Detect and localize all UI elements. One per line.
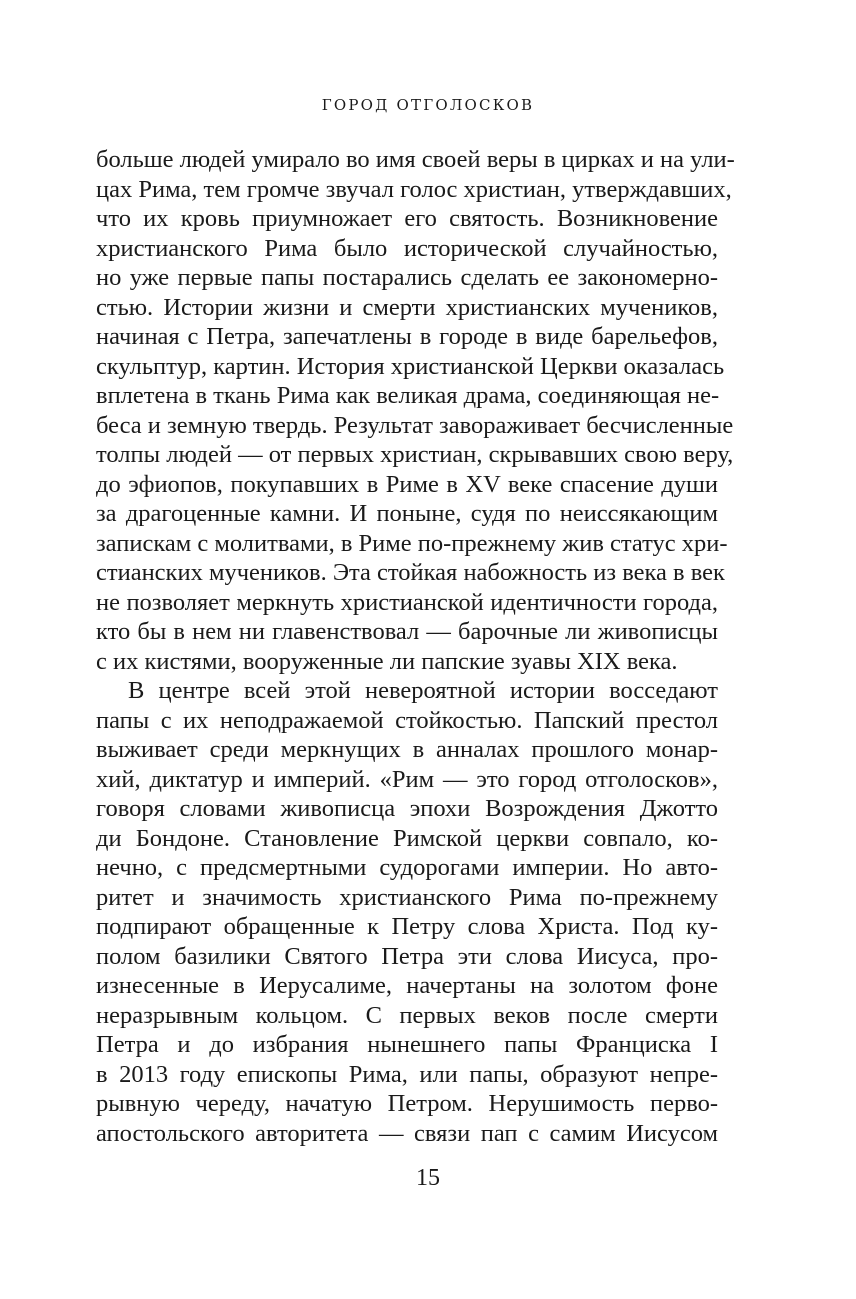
text-line: говоря словами живописца эпохи Возрождения Джотто xyxy=(96,795,718,822)
text-line: нечно, с предсмертными судорогами империи. Но авто- xyxy=(96,854,718,881)
text-line: христианского Рима было исторической случайностью, xyxy=(96,234,718,262)
page-number: 15 xyxy=(416,1165,440,1191)
body-text xyxy=(96,145,735,1148)
text-line: Петра и до избрания нынешнего папы Франциска I xyxy=(96,1031,718,1058)
text-line: ритет и значимость христианского Рима по-прежнему xyxy=(96,883,718,911)
text-line: до эфиопов, покупавших в Риме в XV веке спасение души xyxy=(96,470,718,498)
text-line: подпирают обращенные к Петру слова Христа. Под ку- xyxy=(96,913,718,940)
running-head: ГОРОД ОТГОЛОСКОВ xyxy=(321,96,535,114)
text-line: вплетена в ткань Рима как великая драма, соединяющая не- xyxy=(96,382,720,409)
text-line: цах Рима, тем громче звучал голос христиан, утверждавших, xyxy=(96,175,732,203)
text-line: стью. Истории жизни и смерти христианских мучеников, xyxy=(96,293,718,321)
text-line: изнесенные в Иерусалиме, начертаны на золотом фоне xyxy=(96,972,718,999)
text-line: что их кровь приумножает его святость. Возникновение xyxy=(96,205,718,232)
text-line: кто бы в нем ни главенствовал — барочные ли живописцы xyxy=(96,618,718,645)
text-line: запискам с молитвами, в Риме по-прежнему жив статус хри- xyxy=(96,529,728,557)
text-line: В центре всей этой невероятной истории восседают xyxy=(128,677,718,704)
text-line: неразрывным кольцом. С первых веков после смерти xyxy=(96,1001,718,1029)
text-line: рывную череду, начатую Петром. Нерушимость перво- xyxy=(96,1090,718,1117)
text-line: беса и земную твердь. Результат завораживает бесчисленные xyxy=(96,411,734,439)
text-line: с их кистями, вооруженные ли папские зуавы XIX века. xyxy=(96,647,678,675)
text-line: в 2013 году епископы Рима, или папы, образуют непре- xyxy=(96,1060,718,1088)
text-line: но уже первые папы постарались сделать ее закономерно- xyxy=(96,264,718,291)
text-line: начиная с Петра, запечатлены в городе в виде барельефов, xyxy=(96,323,718,350)
text-line: не позволяет меркнуть христианской идентичности города, xyxy=(96,588,718,616)
text-line: ди Бондоне. Становление Римской церкви совпало, ко- xyxy=(96,824,718,852)
text-line: папы с их неподражаемой стойкостью. Папский престол xyxy=(96,706,718,734)
text-line: стианских мучеников. Эта стойкая набожность из века в век xyxy=(96,559,725,586)
text-line: больше людей умирало во имя своей веры в цирках и на ули- xyxy=(96,146,735,173)
text-line: хий, диктатур и империй. «Рим — это город отголосков», xyxy=(96,765,718,793)
text-line: полом базилики Святого Петра эти слова Иисуса, про- xyxy=(96,942,718,970)
text-line: за драгоценные камни. И поныне, судя по неиссякающим xyxy=(96,500,718,527)
text-line: выживает среди меркнущих в анналах прошлого монар- xyxy=(96,736,718,763)
text-line: толпы людей — от первых христиан, скрывавших свою веру, xyxy=(96,441,734,468)
text-line: апостольского авторитета — связи пап с самим Иисусом xyxy=(96,1119,718,1147)
text-line: скульптур, картин. История христианской Церкви оказалась xyxy=(96,352,725,380)
